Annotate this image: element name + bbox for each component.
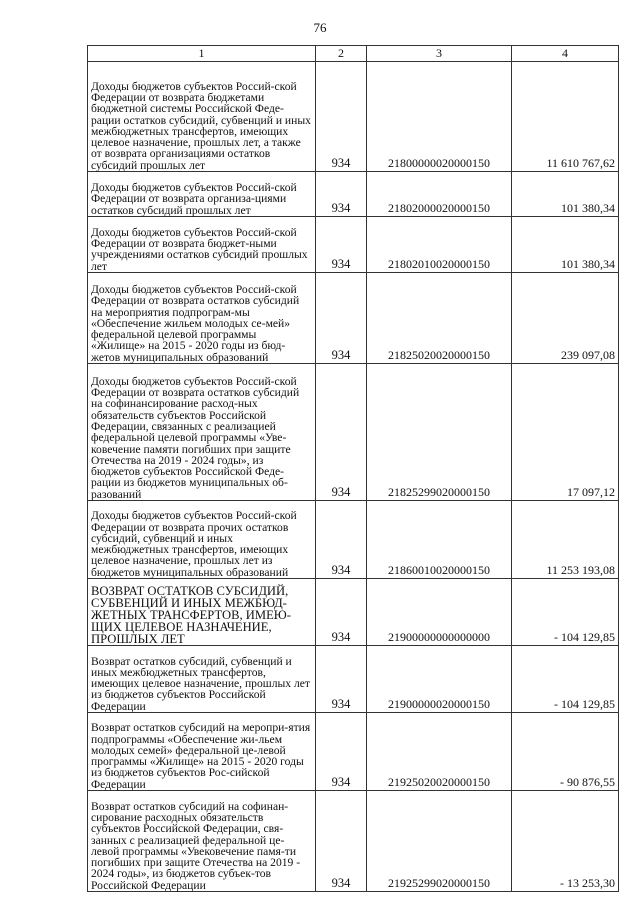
- table-row: [88, 713, 619, 791]
- revenue-table: [87, 45, 619, 892]
- row-amount: - 104 129,85: [512, 646, 619, 713]
- table-row: [88, 364, 619, 501]
- row-amount: 239 097,08: [512, 273, 619, 364]
- row-admin-code: 934: [316, 713, 367, 791]
- column-header-2: 2: [316, 46, 367, 62]
- row-budget-code: 21925020020000150: [367, 713, 512, 791]
- row-description: Возврат остатков субсидий, субвенций и иных межбюджетных трансфертов, имеющих целевое назначение, прошлых лет из бюджетов субъектов Российской Федерации: [88, 646, 316, 713]
- table-row: [88, 62, 619, 172]
- table-header-row: [88, 46, 619, 62]
- row-admin-code: 934: [316, 273, 367, 364]
- row-budget-code: 21825020020000150: [367, 273, 512, 364]
- table-row: [88, 791, 619, 892]
- row-amount: 101 380,34: [512, 172, 619, 217]
- row-budget-code: 21802010020000150: [367, 217, 512, 273]
- row-description: Доходы бюджетов субъектов Россий-ской Федерации от возврата прочих остатков субсидий, субвенций и иных межбюджетных трансфертов, имеющих целевое назначение, прошлых лет из бюджетов муниципальных образований: [88, 501, 316, 579]
- row-admin-code: 934: [316, 501, 367, 579]
- row-admin-code: 934: [316, 791, 367, 892]
- row-description: Возврат остатков субсидий на софинан-сирование расходных обязательств субъектов Российской Федерации, свя-занных с реализацией федеральной це-левой программы «Увековечение памя-ти погибших при защите Отечества на 2019 - 2024 годы», из бюджетов субъек-тов Российской Федерации: [88, 791, 316, 892]
- table-body: [88, 62, 619, 892]
- row-budget-code: 21900000000000000: [367, 579, 512, 646]
- row-amount: 11 253 193,08: [512, 501, 619, 579]
- row-admin-code: 934: [316, 579, 367, 646]
- table-row: [88, 579, 619, 646]
- column-header-3: 3: [367, 46, 512, 62]
- row-budget-code: 21800000020000150: [367, 62, 512, 172]
- row-description: Доходы бюджетов субъектов Россий-ской Федерации от возврата организа-циями остатков субсидий прошлых лет: [88, 172, 316, 217]
- row-amount: 11 610 767,62: [512, 62, 619, 172]
- table-row: [88, 172, 619, 217]
- row-budget-code: 21825299020000150: [367, 364, 512, 501]
- row-admin-code: 934: [316, 646, 367, 713]
- column-header-1: 1: [88, 46, 316, 62]
- row-admin-code: 934: [316, 62, 367, 172]
- row-amount: - 13 253,30: [512, 791, 619, 892]
- row-budget-code: 21802000020000150: [367, 172, 512, 217]
- row-amount: 17 097,12: [512, 364, 619, 501]
- row-description: Доходы бюджетов субъектов Россий-ской Федерации от возврата бюджетами бюджетной системы Российской Феде-рации остатков субсидий, субвенций и иных межбюджетных трансфертов, имеющих целевое назначение, прошлых лет, а также от возврата организациями остатков субсидий прошлых лет: [88, 62, 316, 172]
- row-budget-code: 21925299020000150: [367, 791, 512, 892]
- row-description: Доходы бюджетов субъектов Россий-ской Федерации от возврата бюджет-ными учреждениями остатков субсидий прошлых лет: [88, 217, 316, 273]
- row-amount: 101 380,34: [512, 217, 619, 273]
- row-description: Доходы бюджетов субъектов Россий-ской Федерации от возврата остатков субсидий на мероприятия подпрограм-мы «Обеспечение жильем молодых се-мей» федеральной целевой программы «Жилище» на 2015 - 2020 годы из бюд-жетов муниципальных образований: [88, 273, 316, 364]
- row-description: Доходы бюджетов субъектов Россий-ской Федерации от возврата остатков субсидий на софинансирование расход-ных обязательств субъектов Российской Федерации, связанных с реализацией федеральной целевой программы «Уве-ковечение памяти погибших при защите Отечества на 2019 - 2024 годы», из бюджетов субъектов Российской Феде-рации из бюджетов муниципальных об-разований: [88, 364, 316, 501]
- row-description: Возврат остатков субсидий на меропри-ятия подпрограммы «Обеспечение жи-льем молодых семей» федеральной це-левой программы «Жилище» на 2015 - 2020 годы из бюджетов субъектов Рос-сийской Федерации: [88, 713, 316, 791]
- column-header-4: 4: [512, 46, 619, 62]
- row-budget-code: 21860010020000150: [367, 501, 512, 579]
- page-number: 76: [313, 20, 327, 35]
- row-admin-code: 934: [316, 172, 367, 217]
- row-amount: - 90 876,55: [512, 713, 619, 791]
- table-row: [88, 501, 619, 579]
- row-admin-code: 934: [316, 217, 367, 273]
- row-amount: - 104 129,85: [512, 579, 619, 646]
- table-row: [88, 273, 619, 364]
- row-admin-code: 934: [316, 364, 367, 501]
- row-description: ВОЗВРАТ ОСТАТКОВ СУБСИДИЙ, СУБВЕНЦИЙ И ИНЫХ МЕЖБЮД-ЖЕТНЫХ ТРАНСФЕРТОВ, ИМЕЮ-ЩИХ ЦЕЛЕВОЕ НАЗНАЧЕНИЕ, ПРОШЛЫХ ЛЕТ: [88, 579, 316, 646]
- row-budget-code: 21900000020000150: [367, 646, 512, 713]
- table-row: [88, 646, 619, 713]
- table-row: [88, 217, 619, 273]
